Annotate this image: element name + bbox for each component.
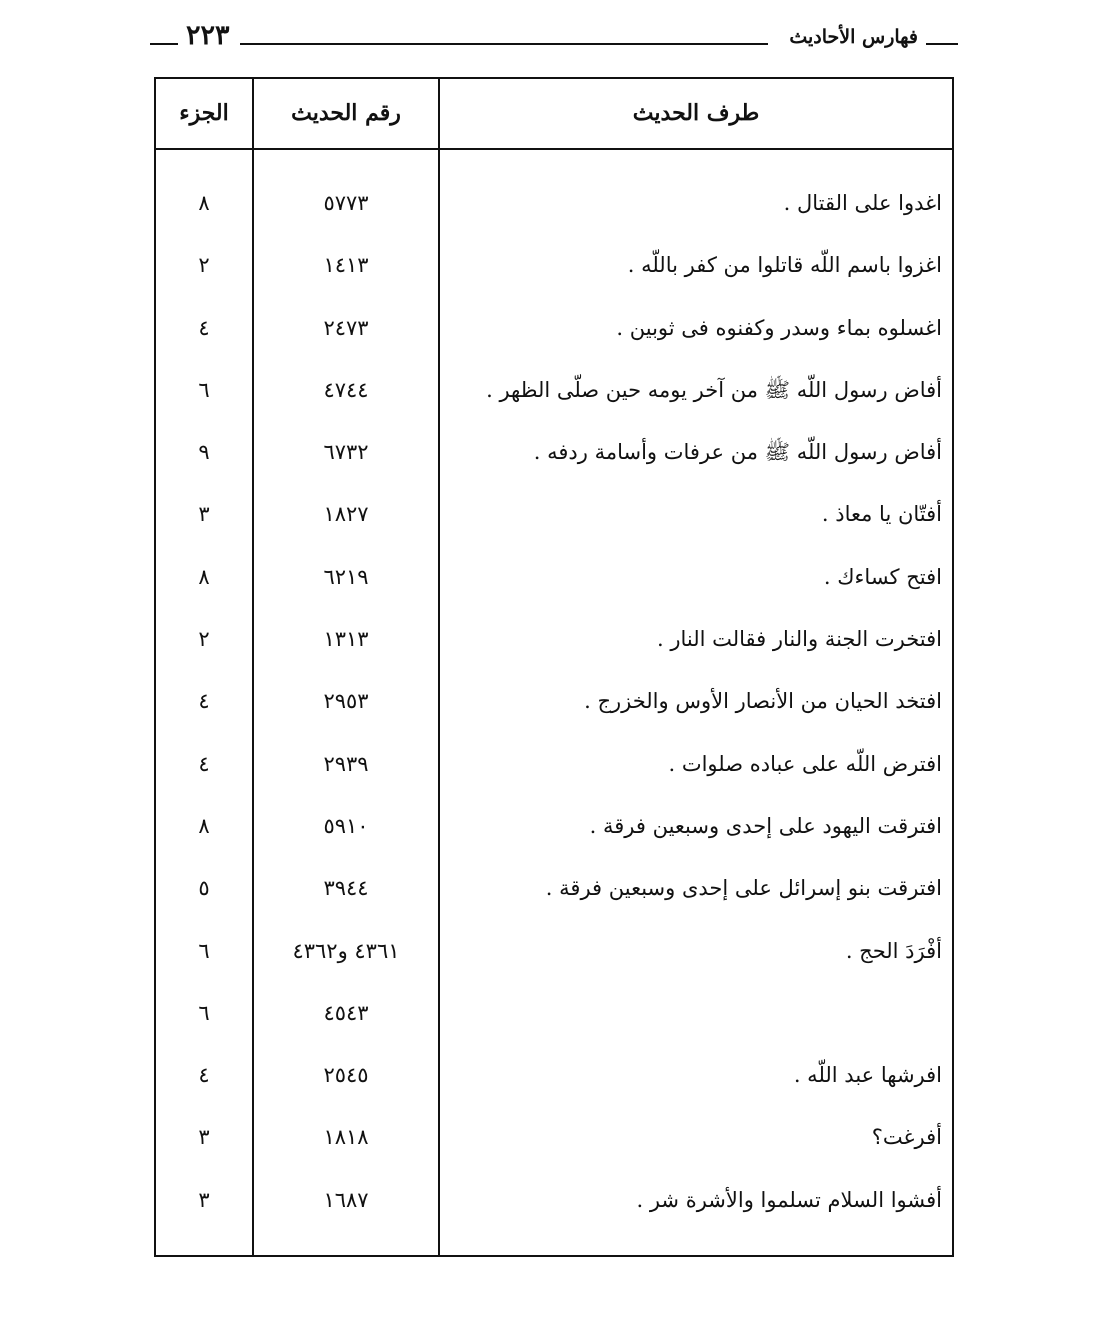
hadith-part: ٩ — [198, 440, 210, 465]
hadith-text: افتخرت الجنة والنار فقالت النار . — [657, 627, 942, 652]
hadith-part: ٢ — [198, 253, 210, 278]
hadith-part: ٨ — [198, 191, 210, 215]
table-row — [156, 546, 952, 608]
table-row — [156, 483, 952, 545]
hadith-text: اغدوا على القتال . — [783, 191, 942, 215]
hadith-part: ٥ — [198, 876, 210, 901]
header-rule-middle — [240, 43, 768, 45]
table-row — [156, 670, 952, 732]
hadith-number: ٤٧٤٤ — [323, 377, 369, 402]
hadith-index-table — [154, 77, 954, 1257]
hadith-part: ٦ — [198, 1000, 210, 1025]
header-title: فهارس الأحاديث — [781, 26, 926, 48]
table-row — [156, 1169, 952, 1231]
hadith-part: ٦ — [198, 938, 210, 963]
hadith-text: أفشوا السلام تسلموا والأشرة شر . — [636, 1187, 942, 1212]
hadith-text — [452, 982, 952, 1044]
hadith-part: ٦ — [198, 377, 210, 402]
hadith-text: أفْرَدَ الحج . — [845, 938, 942, 963]
hadith-number: ٤٣٦١ و٤٣٦٢ — [292, 938, 400, 963]
hadith-number: ٥٩١٠ — [323, 813, 369, 838]
hadith-text: أفتّان يا معاذ . — [821, 502, 942, 527]
hadith-text: افتخد الحيان من الأنصار الأوس والخزرج . — [584, 689, 942, 714]
table-row — [156, 857, 952, 919]
hadith-text: اغسلوه بماء وسدر وكفنوه فى ثوبين . — [616, 315, 942, 340]
hadith-part: ٨ — [198, 813, 210, 838]
hadith-text: أفاض رسول اللّه ﷺ من عرفات وأسامة ردفه . — [533, 440, 942, 465]
hadith-number: ١٣١٣ — [323, 627, 369, 652]
hadith-number: ٢٩٣٩ — [323, 751, 369, 776]
table-row — [156, 297, 952, 359]
hadith-text: أفاض رسول اللّه ﷺ من آخر يومه حين صلّى الظهر . — [486, 377, 942, 402]
table-row — [156, 608, 952, 670]
page-header — [150, 22, 958, 62]
table-row — [156, 421, 952, 483]
hadith-part: ٢ — [198, 627, 210, 652]
column-header-number: رقم الحديث — [291, 100, 401, 126]
table-body — [156, 172, 952, 1231]
table-row — [156, 795, 952, 857]
hadith-part: ٤ — [198, 315, 210, 340]
hadith-number: ١٨٢٧ — [323, 502, 369, 527]
hadith-part: ٨ — [198, 564, 210, 589]
table-row — [156, 1106, 952, 1168]
hadith-number: ٤٥٤٣ — [323, 1000, 369, 1025]
hadith-text: افترقت بنو إسرائل على إحدى وسبعين فرقة . — [545, 876, 942, 901]
hadith-text: افترض اللّه على عباده صلوات . — [668, 751, 942, 776]
hadith-number: ١٤١٣ — [323, 253, 369, 278]
table-row — [156, 234, 952, 296]
table-row — [156, 359, 952, 421]
hadith-number: ٢٥٤٥ — [323, 1063, 369, 1088]
hadith-part: ٤ — [198, 1063, 210, 1088]
hadith-part: ٣ — [198, 1187, 210, 1212]
hadith-text: افرشها عبد اللّه . — [793, 1063, 942, 1088]
hadith-number: ٦٧٣٢ — [323, 440, 369, 465]
page-number: ٢٢٣ — [178, 20, 238, 51]
hadith-part: ٤ — [198, 689, 210, 714]
hadith-text: افتح كساءك . — [823, 564, 942, 589]
table-row — [156, 920, 952, 982]
hadith-number: ١٦٨٧ — [323, 1187, 369, 1212]
table-row — [156, 1044, 952, 1106]
hadith-text: افترقت اليهود على إحدى وسبعين فرقة . — [589, 813, 942, 838]
hadith-number: ٢٩٥٣ — [323, 689, 369, 714]
hadith-number: ٦٢١٩ — [323, 564, 369, 589]
header-rule-left — [150, 43, 180, 45]
hadith-number: ٥٧٧٣ — [323, 191, 369, 215]
hadith-number: ٣٩٤٤ — [323, 876, 369, 901]
table-row — [156, 172, 952, 234]
column-header-part: الجزء — [179, 100, 229, 126]
table-row — [156, 982, 952, 1044]
header-divider — [156, 148, 952, 150]
hadith-text: اغزوا باسم اللّه قاتلوا من كفر باللّه . — [627, 253, 942, 278]
hadith-number: ٢٤٧٣ — [323, 315, 369, 340]
hadith-text: أفرغت؟ — [871, 1125, 942, 1150]
table-row — [156, 733, 952, 795]
hadith-number: ١٨١٨ — [323, 1125, 369, 1150]
hadith-part: ٣ — [198, 1125, 210, 1150]
hadith-part: ٤ — [198, 751, 210, 776]
column-header-hadith: طرف الحديث — [632, 100, 760, 126]
header-rule-right — [926, 43, 958, 45]
hadith-part: ٣ — [198, 502, 210, 527]
